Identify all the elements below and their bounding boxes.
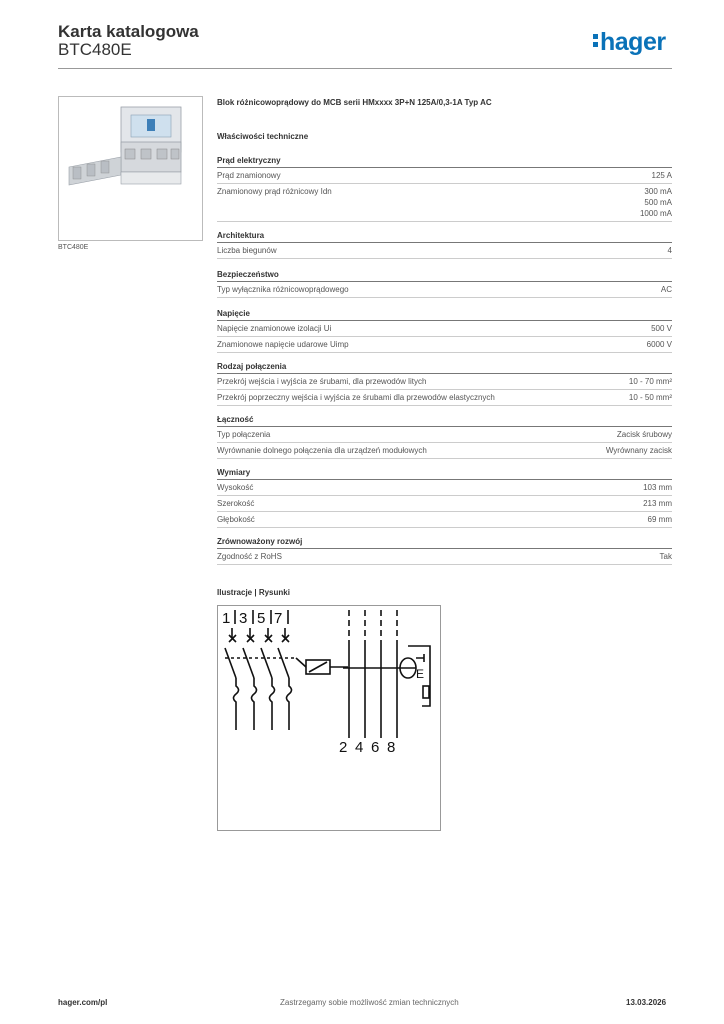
terminal-bottom-6: 6 [371,739,380,756]
row-value: 10 - 70 mm² [628,377,672,386]
row-label: Liczba biegunów [217,246,277,255]
footer-website[interactable]: hager.com/pl [58,998,108,1007]
product-image-caption: BTC480E [58,244,89,251]
logo-text: hager [600,28,666,56]
row-value: AC [660,285,672,294]
product-image [58,96,203,241]
table-row [217,184,672,222]
terminal-bottom-8: 8 [387,739,396,756]
section-voltage [217,308,672,353]
hager-logo [593,28,666,57]
section-title: Architektura [217,230,672,243]
terminal-top-5: 5 [257,610,266,627]
tech-properties-heading: Właściwości techniczne [217,132,309,141]
table-row [217,243,672,259]
footer-date: 13.03.2026 [626,998,667,1007]
row-value: 4 [667,246,672,255]
product-description: Blok różnicowoprądowy do MCB serii HMxxxx 3P+N 125A/0,3-1A Typ AC [217,98,492,107]
row-value: Tak [659,552,672,561]
table-row [217,480,672,496]
table-row [217,321,672,337]
section-title: Wymiary [217,467,672,480]
row-value: Wyrównany zacisk [605,446,672,455]
page-title: Karta katalogowa [58,22,199,41]
row-label: Szerokość [217,499,255,508]
section-electric-current [217,155,672,222]
terminal-top-3: 3 [239,610,248,627]
row-value: 500 V [651,324,672,333]
illustrations-heading: Ilustracje | Rysunki [217,588,290,597]
row-label: Głębokość [217,515,255,524]
terminal-bottom-4: 4 [355,739,364,756]
table-row [217,549,672,565]
table-row [217,512,672,528]
row-value: 213 mm [643,499,672,508]
table-row [217,390,672,406]
test-button-label: E [416,667,425,681]
row-label: Napięcie znamionowe izolacji Ui [217,324,332,333]
row-label: Znamionowe napięcie udarowe Uimp [217,340,349,349]
row-label: Przekrój poprzeczny wejścia i wyjścia ze śrubami dla przewodów elastycznych [217,393,495,402]
section-title: Rodzaj połączenia [217,361,672,374]
table-row [217,374,672,390]
product-code: BTC480E [58,40,132,59]
row-label: Prąd znamionowy [217,171,281,180]
header-divider [58,68,672,69]
row-label: Typ wyłącznika różnicowoprądowego [217,285,349,294]
section-sustainability [217,536,672,565]
wiring-diagram-svg [218,606,440,830]
terminal-bottom-2: 2 [339,739,348,756]
rcd-block-illustration [59,97,202,240]
section-connection-type [217,361,672,406]
row-value: 10 - 50 mm² [628,393,672,402]
table-row [217,496,672,512]
logo-dots-icon [593,34,598,50]
section-title: Napięcie [217,308,672,321]
terminal-top-7: 7 [274,610,283,627]
row-label: Przekrój wejścia i wyjścia ze śrubami, dla przewodów litych [217,377,427,386]
section-title: Bezpieczeństwo [217,269,672,282]
table-row [217,337,672,353]
row-value: 125 A [651,171,672,180]
row-label: Typ połączenia [217,430,271,439]
row-label: Znamionowy prąd różnicowy Idn [217,187,332,196]
row-label: Wysokość [217,483,254,492]
section-title: Łączność [217,414,672,427]
row-value: 69 mm [647,515,672,524]
table-row [217,282,672,298]
table-row [217,443,672,459]
row-label: Wyrównanie dolnego połączenia dla urządzeń modułowych [217,446,427,455]
table-row [217,427,672,443]
section-title: Zrównoważony rozwój [217,536,672,549]
table-row [217,168,672,184]
footer-disclaimer: Zastrzegamy sobie możliwość zmian technicznych [280,998,459,1007]
wiring-diagram [217,605,441,831]
row-value: 6000 V [646,340,672,349]
terminal-top-1: 1 [222,610,231,627]
section-safety [217,269,672,298]
row-value: 103 mm [643,483,672,492]
section-architecture [217,230,672,259]
section-title: Prąd elektryczny [217,155,672,168]
row-value: 300 mA 500 mA 1000 mA [639,187,672,218]
row-value: Zacisk śrubowy [616,430,672,439]
section-connectivity [217,414,672,459]
row-label: Zgodność z RoHS [217,552,282,561]
section-dimensions [217,467,672,528]
